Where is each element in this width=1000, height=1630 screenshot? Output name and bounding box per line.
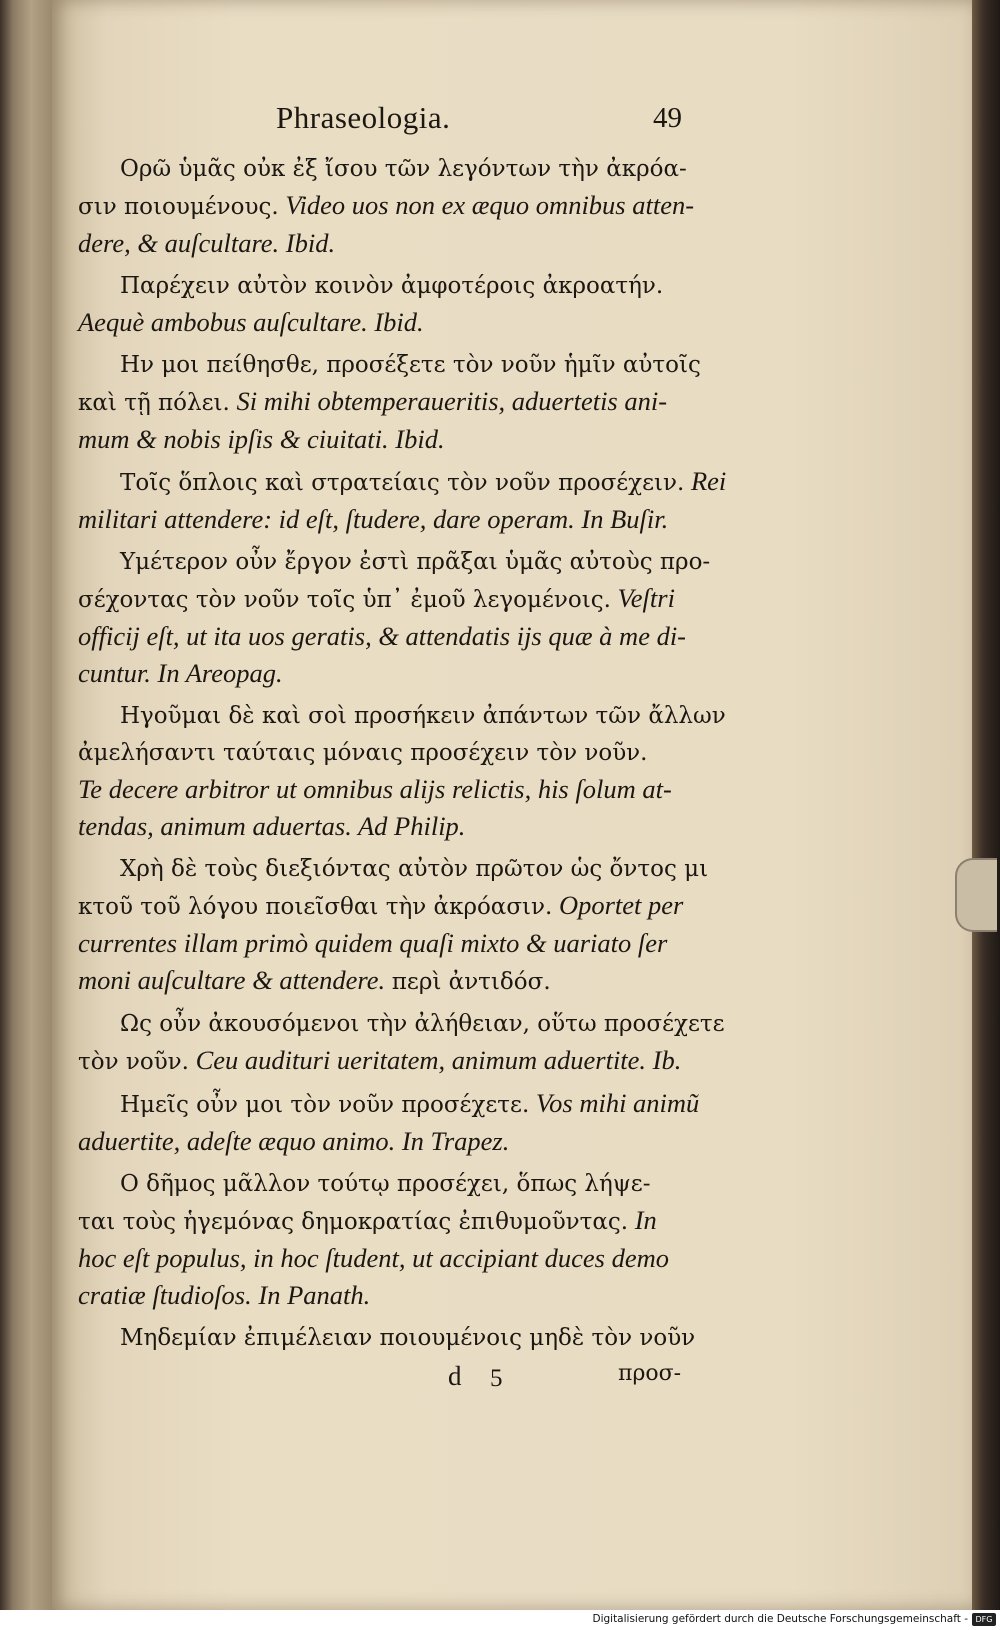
latin-text: hoc eſt populus, in hoc ſtudent, ut accipiant duces demo [78, 1243, 669, 1273]
book-spine-edge [972, 0, 1000, 1610]
text-line [78, 346, 703, 383]
text-line [78, 1042, 703, 1080]
latin-text: Te decere arbitror ut omnibus alijs relictis, his ſolum at- [78, 774, 672, 804]
text-line [78, 962, 703, 1000]
latin-text: officij eſt, ut ita uos geratis, & attendatis ijs quæ à me di- [78, 621, 687, 651]
running-head: Phraseologia. [276, 100, 451, 135]
text-line [78, 697, 726, 734]
greek-text: Ως οὖν ἀκουσόμενοι τὴν ἀλήθειαν, οὕτω προσέχετε [120, 1011, 725, 1037]
footer-bar [0, 1610, 1000, 1630]
greek-text: περὶ ἀντιδόσ. [391, 969, 551, 995]
page-number: 49 [653, 102, 682, 134]
dfg-logo: DFG [972, 1613, 996, 1626]
greek-text: ται τοὺς ἡγεμόνας δημοκρατίας ἐπιθυμοῦντας. [78, 1209, 629, 1235]
latin-text: Rei [684, 466, 727, 496]
greek-text: καὶ τῇ πόλει. [78, 390, 230, 416]
phrase-entry [78, 267, 703, 341]
text-line [78, 1085, 703, 1123]
greek-text: Ηγοῦμαι δὲ καὶ σοὶ προσήκειν ἀπάντων τῶν ἄλλων [120, 703, 726, 729]
latin-text: currentes illam primò quidem quaſi mixto & uariato ſer [78, 928, 668, 958]
latin-text: cuntur. In Areopag. [78, 658, 283, 688]
greek-text: Τοῖς ὅπλοις καὶ στρατείαις τὸν νοῦν προσέχειν. [120, 470, 685, 496]
text-line [78, 225, 703, 262]
text-line [78, 808, 703, 845]
signature-mark: d [448, 1361, 462, 1391]
greek-text: σιν ποιουμένους. [78, 194, 279, 220]
latin-text: Vos mihi animũ [529, 1088, 700, 1118]
text-line [78, 1277, 703, 1314]
phrase-entry [78, 346, 703, 458]
latin-text: dere, & auſcultare. Ibid. [78, 228, 336, 258]
text-line [78, 887, 703, 925]
greek-text: σέχοντας τὸν νοῦν τοῖς ὑπ᾽ ἐμοῦ λεγομένοις. [78, 587, 611, 613]
phrase-entry [78, 1005, 725, 1080]
phrase-entry [78, 1165, 703, 1314]
text-line [78, 850, 709, 887]
phrase-entry [78, 463, 727, 538]
greek-text: Ημεῖς οὖν μοι τὸν νοῦν προσέχετε. [120, 1092, 530, 1118]
catchword: προσ- [618, 1361, 682, 1386]
latin-text: aduertite, adeſte æquo animo. In Trapez. [78, 1126, 510, 1156]
phrase-entry [78, 697, 726, 845]
latin-text: tendas, animum aduertas. Ad Philip. [78, 811, 466, 841]
footer-credit: Digitalisierung gefördert durch die Deutsche Forschungsgemeinschaft - [592, 1613, 968, 1625]
latin-text: Aequè ambobus auſcultare. Ibid. [78, 307, 424, 337]
greek-text: κτοῦ τοῦ λόγου ποιεῖσθαι τὴν ἀκρόασιν. [78, 894, 553, 920]
latin-text: In [628, 1205, 657, 1235]
text-line [78, 267, 703, 304]
text-line [78, 771, 703, 808]
greek-text: Παρέχειν αὐτὸν κοινὸν ἀμφοτέροις ἀκροατήν. [120, 273, 664, 299]
text-line [78, 655, 703, 692]
text-line [78, 1240, 703, 1277]
phrase-entry [78, 850, 709, 1000]
text-line [78, 421, 703, 458]
page-header [78, 100, 703, 146]
phrase-entry [78, 150, 703, 262]
text-line [78, 1165, 703, 1202]
text-line [78, 304, 703, 341]
phrase-entry [78, 543, 711, 692]
greek-text: Υμέτερον οὖν ἔργον ἐστὶ πρᾶξαι ὑμᾶς αὐτοὺς προ- [120, 549, 711, 575]
page-tab-marker [955, 858, 997, 932]
text-line [78, 543, 711, 580]
latin-text: Oportet per [552, 890, 684, 920]
greek-text: τὸν νοῦν. [78, 1049, 189, 1075]
text-line [78, 1319, 703, 1356]
latin-text: militari attendere: id eſt, ſtudere, dare operam. In Buſir. [78, 504, 669, 534]
latin-text: Si mihi obtemperaueritis, aduertetis ani- [229, 386, 668, 416]
text-line [78, 734, 703, 771]
page-text [78, 100, 727, 1401]
greek-text: Ο δῆμος μᾶλλον τούτῳ προσέχει, ὅπως λήψε- [120, 1171, 651, 1197]
signature-line [78, 1361, 703, 1401]
phrase-entry [78, 1085, 703, 1160]
text-line [78, 1202, 703, 1240]
signature-number: 5 [490, 1365, 503, 1392]
latin-text: moni auſcultare & attendere. [78, 965, 392, 995]
latin-text: Veſtri [610, 583, 675, 613]
greek-text: Ορῶ ὑμᾶς οὐκ ἐξ ἴσου τῶν λεγόντων τὴν ἀκρόα- [120, 156, 687, 182]
phrase-entry [78, 1319, 703, 1356]
adjacent-page-edge [0, 0, 52, 1610]
latin-text: cratiæ ſtudioſos. In Panath. [78, 1280, 371, 1310]
text-line [78, 1123, 703, 1160]
text-line [78, 150, 703, 187]
text-line [78, 463, 727, 501]
text-line [78, 1005, 725, 1042]
greek-text: Χρὴ δὲ τοὺς διεξιόντας αὐτὸν πρῶτον ὡς ὄντος μι [120, 856, 709, 882]
latin-text: mum & nobis ipſis & ciuitati. Ibid. [78, 424, 445, 454]
phrase-entries [78, 150, 727, 1356]
text-line [78, 383, 703, 421]
greek-text: Μηδεμίαν ἐπιμέλειαν ποιουμένοις μηδὲ τὸν νοῦν [120, 1325, 696, 1351]
latin-text: Ceu audituri ueritatem, animum aduertite. Ib. [188, 1045, 682, 1075]
greek-text: Ην μοι πείθησθε, προσέξετε τὸν νοῦν ἡμῖν αὐτοῖς [120, 352, 701, 378]
text-line [78, 925, 703, 962]
greek-text: ἀμελήσαντι ταύταις μόναις προσέχειν τὸν νοῦν. [78, 740, 648, 766]
text-line [78, 501, 703, 538]
text-line [78, 187, 703, 225]
text-line [78, 618, 703, 655]
latin-text: Video uos non ex æquo omnibus atten- [278, 190, 695, 220]
text-line [78, 580, 703, 618]
